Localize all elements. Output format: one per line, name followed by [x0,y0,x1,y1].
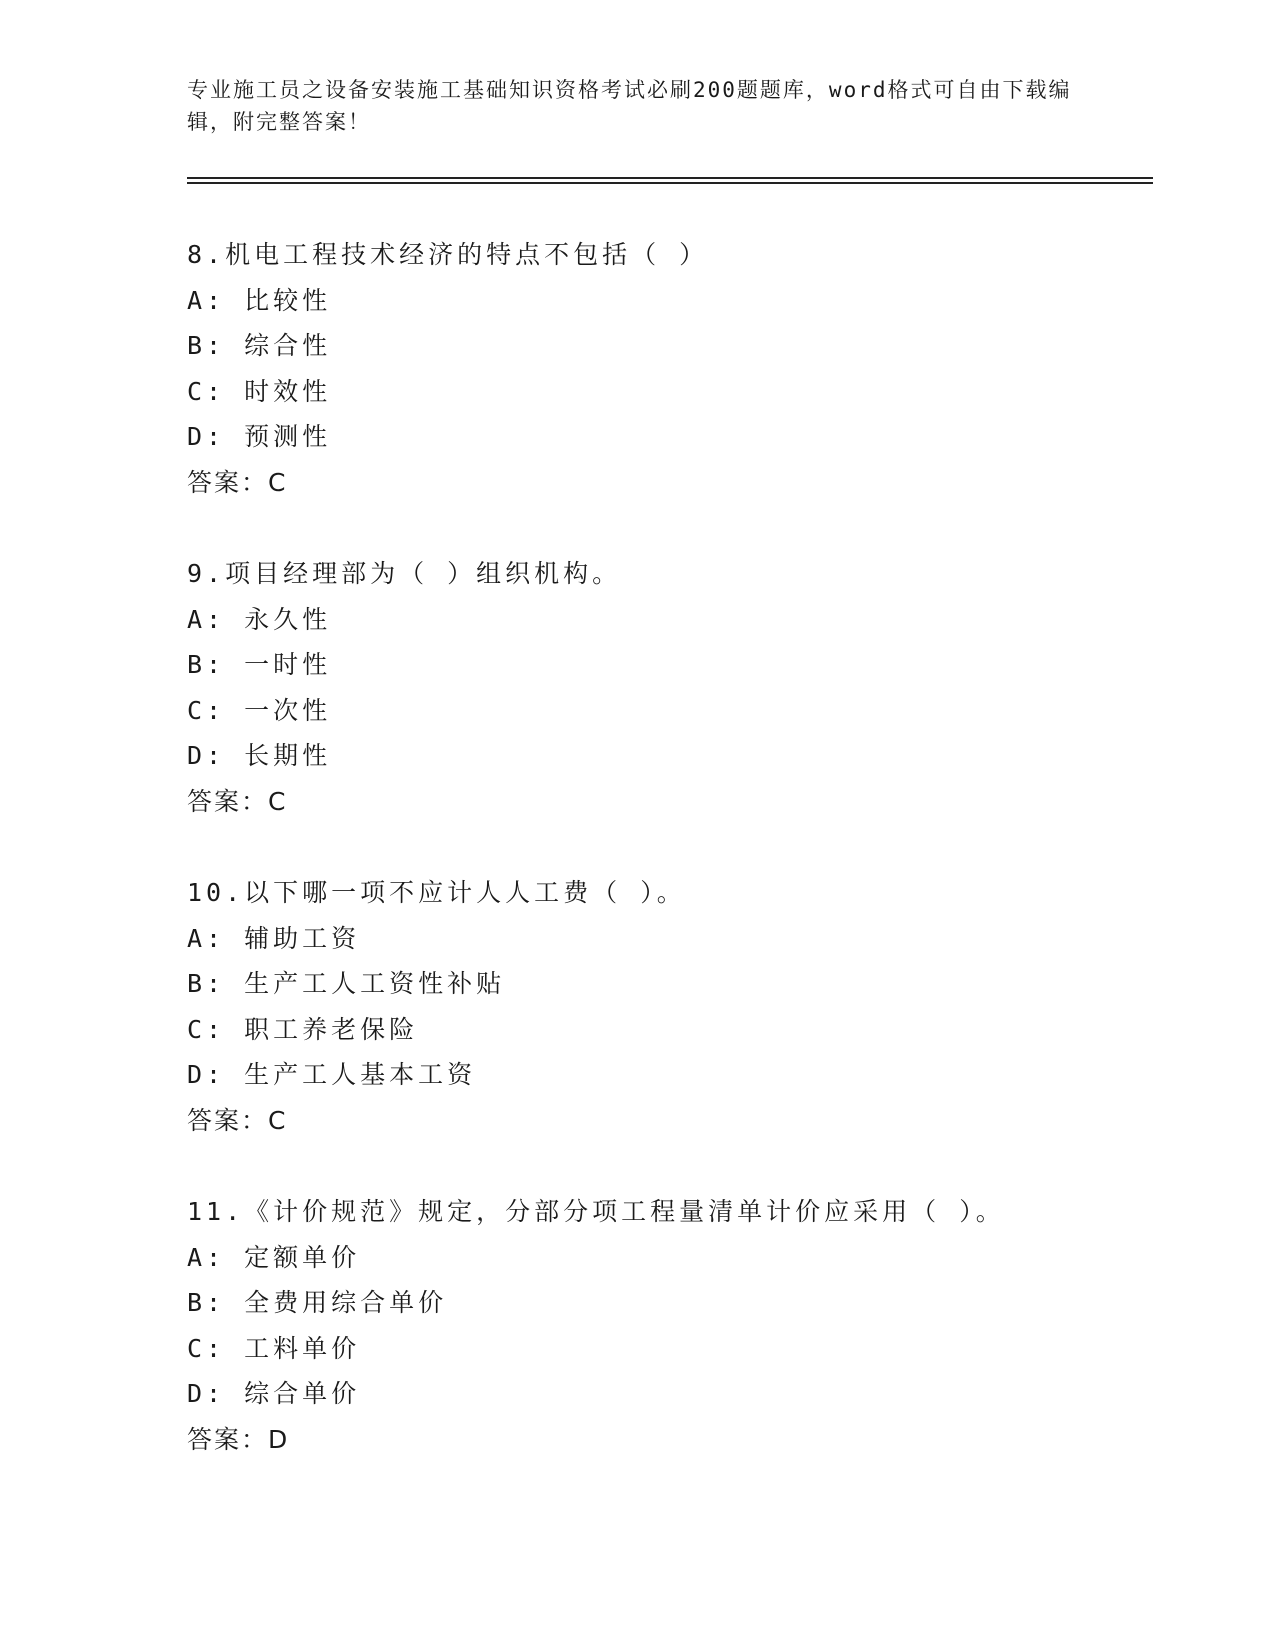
header-divider-bottom [187,182,1153,184]
option-d: D: 综合单价 [187,1379,361,1408]
option-d: D: 生产工人基本工资 [187,1060,477,1089]
option-a: A: 比较性 [187,285,332,315]
option-c: C: 时效性 [187,376,332,406]
question-stem: 9.项目经理部为（ ）组织机构。 [187,559,622,588]
option-b: B: 综合性 [187,331,332,360]
option-b: B: 生产工人工资性补贴 [187,969,506,998]
option-d: D: 长期性 [187,741,332,770]
answer: 答案：D [187,1424,290,1454]
question-stem: 10.以下哪一项不应计人人工费（ ）。 [187,878,686,907]
option-d: D: 预测性 [187,422,332,451]
option-a: A: 定额单价 [187,1242,361,1272]
answer: 答案：C [187,786,288,816]
question-stem: 8.机电工程技术经济的特点不包括（ ） [187,240,709,269]
question-stem: 11.《计价规范》规定，分部分项工程量清单计价应采用（ ）。 [187,1197,1005,1226]
option-a: A: 永久性 [187,604,332,634]
question-11 [187,1189,1187,1462]
question-10 [187,870,1187,1143]
option-c: C: 职工养老保险 [187,1014,419,1044]
header-divider-top [187,177,1153,179]
option-b: B: 全费用综合单价 [187,1288,448,1317]
question-9 [187,551,1187,824]
question-8 [187,232,1187,505]
option-c: C: 一次性 [187,695,332,725]
option-a: A: 辅助工资 [187,923,361,953]
document-intro: 专业施工员之设备安装施工基础知识资格考试必刷200题题库，word格式可自由下载编辑，附完整答案！ [187,78,1072,134]
answer: 答案：C [187,467,288,497]
option-b: B: 一时性 [187,650,332,679]
answer: 答案：C [187,1105,288,1135]
option-c: C: 工料单价 [187,1333,361,1363]
